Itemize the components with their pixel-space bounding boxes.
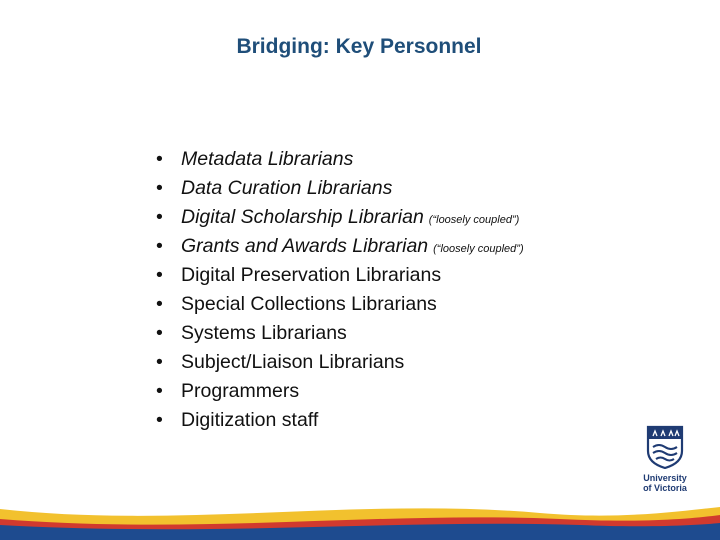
bullet-icon: • xyxy=(156,235,163,257)
list-item xyxy=(156,264,524,293)
bullet-icon: • xyxy=(156,264,163,286)
bullet-icon: • xyxy=(156,293,163,315)
bullet-list xyxy=(156,148,524,438)
bullet-text: Data Curation Librarians xyxy=(181,177,393,199)
list-item xyxy=(156,235,524,264)
logo-line-1: University xyxy=(643,473,687,483)
bullet-text: Programmers xyxy=(181,380,300,402)
bullet-icon: • xyxy=(156,409,163,431)
bullet-icon: • xyxy=(156,177,163,199)
list-item xyxy=(156,293,524,322)
university-logo xyxy=(638,425,692,500)
bullet-icon: • xyxy=(156,148,163,170)
list-item xyxy=(156,206,524,235)
list-item xyxy=(156,148,524,177)
bullet-text: Digitization staff xyxy=(181,409,319,431)
footer-wave-band xyxy=(0,505,720,540)
list-item xyxy=(156,177,524,206)
bullet-note: (“loosely coupled”) xyxy=(428,214,520,226)
bullet-text: Digital Preservation Librarians xyxy=(181,264,442,286)
list-item xyxy=(156,409,524,438)
logo-line-2: of Victoria xyxy=(643,483,687,493)
bullet-text: Subject/Liaison Librarians xyxy=(181,351,405,373)
bullet-icon: • xyxy=(156,322,163,344)
bullet-icon: • xyxy=(156,206,163,228)
bullet-icon: • xyxy=(156,380,163,402)
slide-title: Bridging: Key Personnel xyxy=(236,35,482,58)
list-item xyxy=(156,322,524,351)
list-item xyxy=(156,380,524,409)
bullet-icon: • xyxy=(156,351,163,373)
bullet-note: (“loosely coupled”) xyxy=(433,243,524,255)
bullet-text: Systems Librarians xyxy=(181,322,347,344)
bullet-text: Metadata Librarians xyxy=(181,148,354,170)
bullet-text: Grants and Awards Librarian xyxy=(181,235,429,257)
bullet-text: Digital Scholarship Librarian xyxy=(181,206,424,228)
bullet-text: Special Collections Librarians xyxy=(181,293,437,315)
list-item xyxy=(156,351,524,380)
university-crest-icon xyxy=(646,425,684,469)
